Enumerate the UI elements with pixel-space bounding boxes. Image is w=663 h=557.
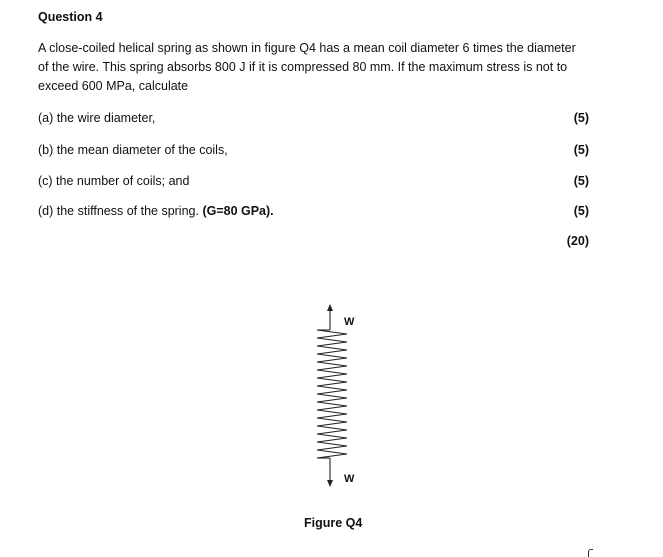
question-intro [38,39,600,96]
top-load-label: W [344,316,355,328]
figure-caption: Figure Q4 [304,516,363,530]
part-d-text: (d) the stiffness of the spring. [38,204,203,218]
part-d-marks: (5) [573,204,589,218]
part-b [38,143,228,157]
top-arrow-head [327,304,333,311]
intro-line: exceed 600 MPa, calculate [38,79,189,93]
part-d-given: (G=80 GPa). [202,204,274,218]
part-b-text: (b) the mean diameter of the coils, [38,143,228,157]
spring-figure [300,300,380,500]
part-c-text: (c) the number of coils; and [38,174,190,188]
intro-line: of the wire. This spring absorbs 800 J if it is compressed 80 mm. If the maximum stress is not to [38,60,568,74]
intro-line: A close-coiled helical spring as shown in figure Q4 has a mean coil diameter 6 times the diameter [38,41,576,55]
part-c-marks: (5) [573,174,589,188]
question-title: Question 4 [38,10,103,24]
part-d [38,204,274,218]
spring-coils [317,330,347,458]
part-c [38,174,189,188]
part-a-text: (a) the wire diameter, [38,111,156,125]
part-a-marks: (5) [573,111,589,125]
total-marks: (20) [566,234,589,248]
part-a [38,111,155,125]
bottom-arrow-head [327,480,333,487]
spring-diagram [300,300,380,500]
part-b-marks: (5) [573,143,589,157]
bottom-load-label: W [344,473,355,485]
